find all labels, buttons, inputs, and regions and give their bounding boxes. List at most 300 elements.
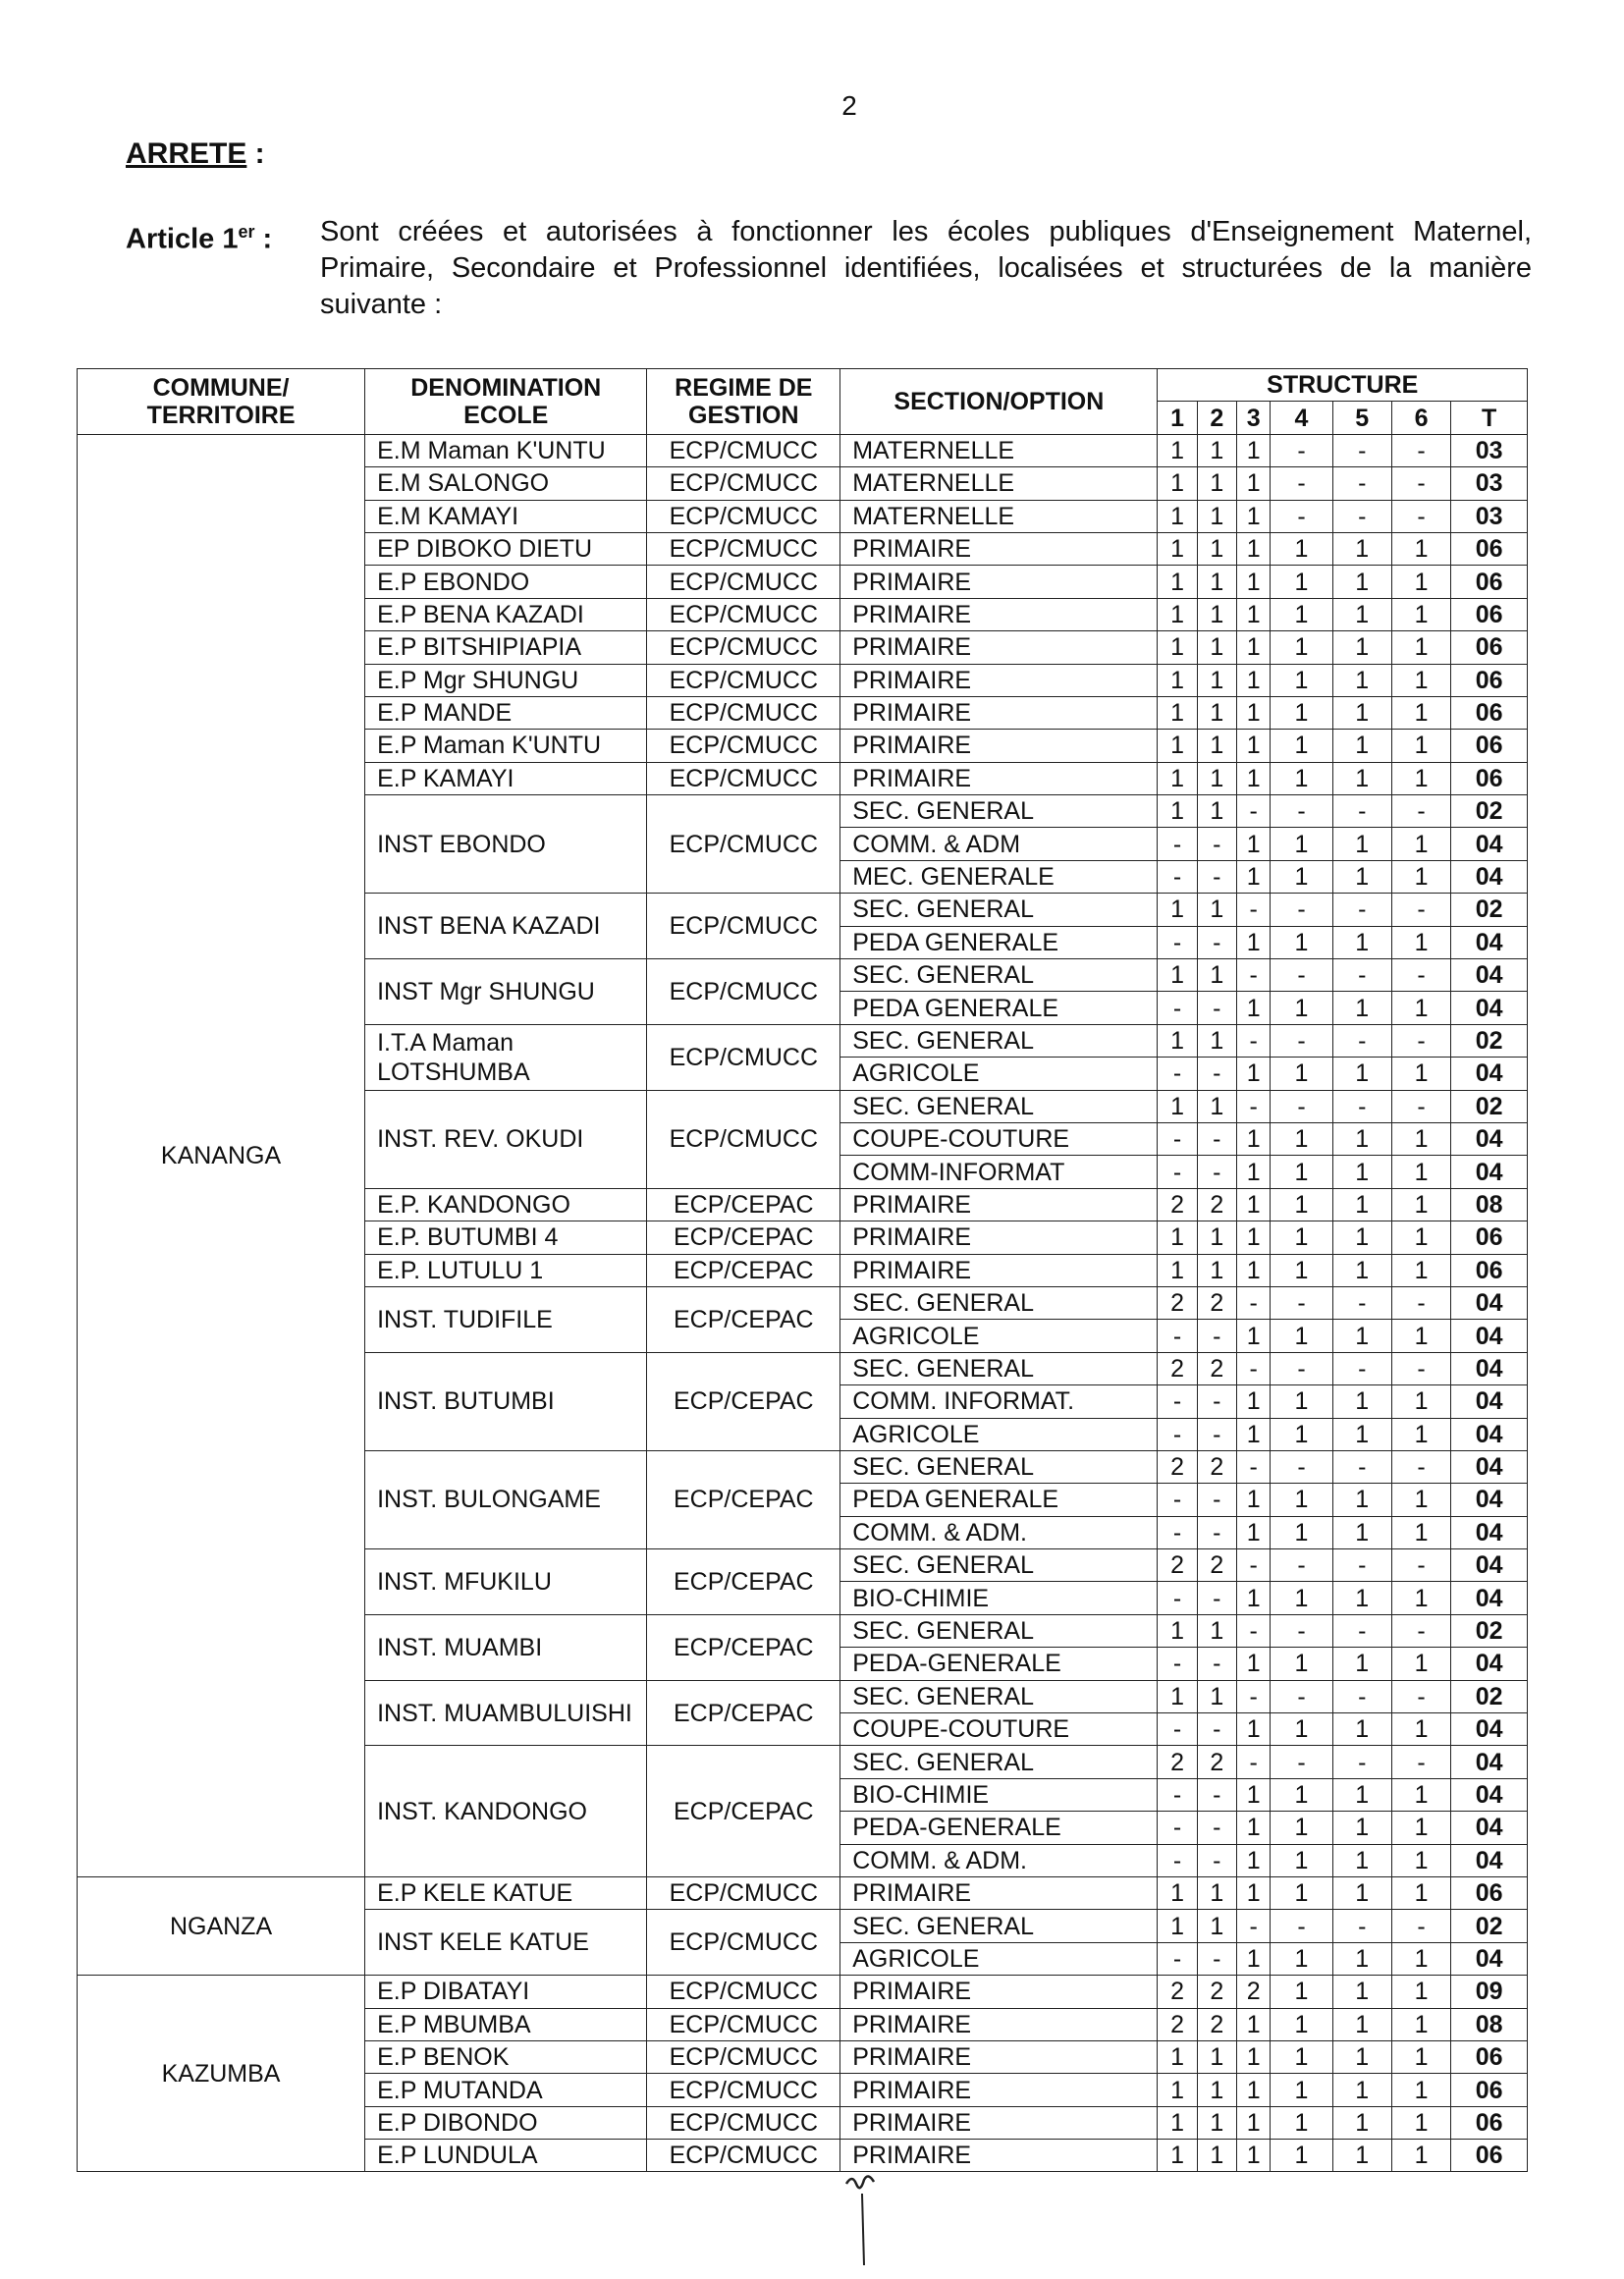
structure-cell-5: 1 <box>1332 926 1391 958</box>
structure-cell-3: 1 <box>1236 1484 1270 1516</box>
article-1 <box>126 214 1532 323</box>
structure-cell-6: - <box>1391 1680 1450 1712</box>
structure-cell-1: 1 <box>1158 696 1197 729</box>
structure-cell-4: 1 <box>1271 762 1332 794</box>
structure-cell-4: 1 <box>1271 860 1332 893</box>
structure-cell-6: - <box>1391 1090 1450 1122</box>
header-regime: REGIME DE GESTION <box>647 369 840 435</box>
structure-cell-6: - <box>1391 1549 1450 1582</box>
article-text: Sont créées et autorisées à fonctionner les écoles publiques d'Enseignement Maternel, Primaire, Secondaire et Professionnel identifiées, localisées et structurées de la manière suivante : <box>320 216 1532 320</box>
header-structure-3: 3 <box>1236 402 1270 434</box>
structure-cell-2: - <box>1197 1844 1236 1876</box>
section-cell: COUPE-COUTURE <box>840 1122 1158 1155</box>
structure-cell-3: 1 <box>1236 500 1270 532</box>
section-cell: SEC. GENERAL <box>840 1450 1158 1483</box>
section-cell: BIO-CHIMIE <box>840 1778 1158 1811</box>
structure-cell-1: 1 <box>1158 434 1197 466</box>
section-cell: PRIMAIRE <box>840 1188 1158 1221</box>
structure-cell-4: 1 <box>1271 1156 1332 1188</box>
structure-cell-6: - <box>1391 1352 1450 1384</box>
commune-cell: KANANGA <box>78 434 365 1876</box>
structure-cell-4: 1 <box>1271 2140 1332 2172</box>
structure-cell-3: 1 <box>1236 1582 1270 1614</box>
structure-total-cell: 06 <box>1451 2106 1528 2139</box>
structure-cell-2: 1 <box>1197 795 1236 828</box>
structure-total-cell: 06 <box>1451 532 1528 565</box>
structure-cell-1: 1 <box>1158 730 1197 762</box>
section-cell: COMM-INFORMAT <box>840 1156 1158 1188</box>
regime-cell: ECP/CMUCC <box>647 1910 840 1976</box>
section-cell: SEC. GENERAL <box>840 894 1158 926</box>
school-name-cell: E.P BENOK <box>365 2040 647 2073</box>
section-cell: AGRICOLE <box>840 1942 1158 1975</box>
structure-cell-3: 1 <box>1236 1122 1270 1155</box>
section-cell: SEC. GENERAL <box>840 1680 1158 1712</box>
structure-cell-1: 1 <box>1158 894 1197 926</box>
school-name-cell: E.P MUTANDA <box>365 2074 647 2106</box>
structure-total-cell: 06 <box>1451 730 1528 762</box>
header-structure-4: 4 <box>1271 402 1332 434</box>
school-name-cell: E.M SALONGO <box>365 467 647 500</box>
structure-cell-3: 1 <box>1236 1156 1270 1188</box>
structure-cell-1: 1 <box>1158 959 1197 992</box>
school-name-cell: E.P. KANDONGO <box>365 1188 647 1221</box>
article-label-suffix: : <box>254 223 273 255</box>
structure-cell-1: - <box>1158 1418 1197 1450</box>
regime-cell: ECP/CEPAC <box>647 1254 840 1286</box>
structure-total-cell: 06 <box>1451 1221 1528 1254</box>
structure-cell-5: 1 <box>1332 1320 1391 1352</box>
section-cell: PRIMAIRE <box>840 2140 1158 2172</box>
structure-cell-6: 1 <box>1391 1778 1450 1811</box>
structure-cell-1: 1 <box>1158 1221 1197 1254</box>
structure-cell-3: 1 <box>1236 1254 1270 1286</box>
structure-cell-5: 1 <box>1332 1156 1391 1188</box>
structure-cell-6: - <box>1391 894 1450 926</box>
structure-cell-4: - <box>1271 434 1332 466</box>
structure-total-cell: 06 <box>1451 566 1528 598</box>
structure-cell-2: 1 <box>1197 1254 1236 1286</box>
structure-cell-1: - <box>1158 926 1197 958</box>
regime-cell: ECP/CMUCC <box>647 959 840 1025</box>
structure-cell-1: 1 <box>1158 1910 1197 1942</box>
structure-cell-4: 1 <box>1271 1942 1332 1975</box>
structure-cell-4: - <box>1271 467 1332 500</box>
structure-cell-6: 1 <box>1391 1385 1450 1418</box>
structure-total-cell: 04 <box>1451 1320 1528 1352</box>
structure-total-cell: 04 <box>1451 1746 1528 1778</box>
table-row <box>78 434 1528 466</box>
structure-cell-5: 1 <box>1332 828 1391 860</box>
structure-cell-6: - <box>1391 1024 1450 1057</box>
structure-cell-4: - <box>1271 1549 1332 1582</box>
school-name-cell: E.P MANDE <box>365 696 647 729</box>
structure-cell-6: 1 <box>1391 664 1450 696</box>
structure-total-cell: 06 <box>1451 696 1528 729</box>
structure-total-cell: 04 <box>1451 1484 1528 1516</box>
structure-cell-6: 1 <box>1391 631 1450 664</box>
structure-cell-2: 2 <box>1197 1286 1236 1319</box>
structure-cell-2: - <box>1197 1484 1236 1516</box>
structure-cell-5: 1 <box>1332 2140 1391 2172</box>
school-name-cell: E.P KAMAYI <box>365 762 647 794</box>
structure-total-cell: 09 <box>1451 1976 1528 2008</box>
structure-total-cell: 06 <box>1451 598 1528 630</box>
regime-cell: ECP/CEPAC <box>647 1746 840 1877</box>
structure-total-cell: 04 <box>1451 1844 1528 1876</box>
structure-cell-2: 1 <box>1197 434 1236 466</box>
structure-cell-3: - <box>1236 1024 1270 1057</box>
structure-cell-5: 1 <box>1332 1484 1391 1516</box>
structure-total-cell: 04 <box>1451 1058 1528 1090</box>
structure-cell-5: - <box>1332 467 1391 500</box>
structure-cell-6: 1 <box>1391 1812 1450 1844</box>
structure-cell-1: 2 <box>1158 1188 1197 1221</box>
structure-total-cell: 04 <box>1451 1122 1528 1155</box>
structure-cell-4: 1 <box>1271 1385 1332 1418</box>
structure-cell-6: 1 <box>1391 532 1450 565</box>
structure-total-cell: 04 <box>1451 926 1528 958</box>
structure-cell-5: 1 <box>1332 532 1391 565</box>
structure-cell-2: 1 <box>1197 2074 1236 2106</box>
structure-cell-3: - <box>1236 795 1270 828</box>
regime-cell: ECP/CMUCC <box>647 730 840 762</box>
structure-cell-6: - <box>1391 434 1450 466</box>
structure-cell-1: 1 <box>1158 1254 1197 1286</box>
structure-total-cell: 04 <box>1451 1516 1528 1548</box>
structure-cell-3: 1 <box>1236 1778 1270 1811</box>
structure-cell-1: - <box>1158 1812 1197 1844</box>
structure-cell-3: 1 <box>1236 926 1270 958</box>
structure-cell-2: 1 <box>1197 532 1236 565</box>
structure-cell-4: 1 <box>1271 631 1332 664</box>
structure-cell-2: - <box>1197 1385 1236 1418</box>
structure-cell-3: 1 <box>1236 1385 1270 1418</box>
structure-total-cell: 02 <box>1451 1024 1528 1057</box>
structure-total-cell: 04 <box>1451 860 1528 893</box>
structure-cell-1: - <box>1158 1648 1197 1680</box>
structure-cell-6: 1 <box>1391 2106 1450 2139</box>
structure-cell-6: - <box>1391 1286 1450 1319</box>
structure-cell-5: 1 <box>1332 730 1391 762</box>
structure-cell-1: - <box>1158 1385 1197 1418</box>
school-name-cell: INST. REV. OKUDI <box>365 1090 647 1188</box>
section-cell: COMM. & ADM <box>840 828 1158 860</box>
structure-cell-5: 1 <box>1332 2074 1391 2106</box>
table-row <box>78 1876 1528 1909</box>
structure-total-cell: 02 <box>1451 894 1528 926</box>
section-cell: PRIMAIRE <box>840 664 1158 696</box>
structure-cell-4: 1 <box>1271 1976 1332 2008</box>
section-cell: SEC. GENERAL <box>840 1024 1158 1057</box>
structure-cell-3: - <box>1236 1910 1270 1942</box>
structure-cell-3: 1 <box>1236 1812 1270 1844</box>
structure-cell-2: - <box>1197 860 1236 893</box>
structure-cell-5: 1 <box>1332 631 1391 664</box>
structure-cell-5: 1 <box>1332 1418 1391 1450</box>
structure-cell-4: 1 <box>1271 926 1332 958</box>
structure-cell-2: - <box>1197 1058 1236 1090</box>
section-cell: MATERNELLE <box>840 434 1158 466</box>
structure-total-cell: 04 <box>1451 1549 1528 1582</box>
structure-cell-4: - <box>1271 959 1332 992</box>
structure-cell-4: 1 <box>1271 696 1332 729</box>
structure-cell-6: 1 <box>1391 1942 1450 1975</box>
structure-cell-2: - <box>1197 828 1236 860</box>
structure-cell-6: 1 <box>1391 1976 1450 2008</box>
structure-cell-1: 2 <box>1158 1549 1197 1582</box>
structure-cell-3: 1 <box>1236 1844 1270 1876</box>
structure-total-cell: 06 <box>1451 762 1528 794</box>
structure-total-cell: 04 <box>1451 1286 1528 1319</box>
structure-total-cell: 06 <box>1451 2140 1528 2172</box>
structure-cell-6: 1 <box>1391 1254 1450 1286</box>
structure-cell-5: - <box>1332 1024 1391 1057</box>
structure-cell-5: 1 <box>1332 598 1391 630</box>
structure-cell-3: 1 <box>1236 1418 1270 1450</box>
structure-cell-4: 1 <box>1271 1713 1332 1746</box>
school-name-cell: INST. BULONGAME <box>365 1450 647 1548</box>
structure-cell-6: - <box>1391 467 1450 500</box>
structure-cell-3: - <box>1236 1549 1270 1582</box>
structure-cell-6: 1 <box>1391 1516 1450 1548</box>
structure-cell-5: 1 <box>1332 860 1391 893</box>
header-structure-5: 5 <box>1332 402 1391 434</box>
structure-cell-1: 2 <box>1158 2008 1197 2040</box>
structure-cell-1: - <box>1158 992 1197 1024</box>
structure-cell-1: - <box>1158 1778 1197 1811</box>
structure-total-cell: 04 <box>1451 1648 1528 1680</box>
structure-cell-4: 1 <box>1271 1812 1332 1844</box>
section-cell: COMM. & ADM. <box>840 1844 1158 1876</box>
structure-cell-6: 1 <box>1391 2074 1450 2106</box>
structure-cell-5: 1 <box>1332 1942 1391 1975</box>
structure-cell-6: 1 <box>1391 696 1450 729</box>
structure-cell-5: - <box>1332 795 1391 828</box>
structure-cell-5: - <box>1332 1549 1391 1582</box>
structure-cell-3: 1 <box>1236 696 1270 729</box>
header-structure-total: T <box>1451 402 1528 434</box>
structure-cell-4: 1 <box>1271 1418 1332 1450</box>
structure-cell-5: 1 <box>1332 2106 1391 2139</box>
structure-cell-6: 1 <box>1391 992 1450 1024</box>
structure-cell-2: 1 <box>1197 1680 1236 1712</box>
regime-cell: ECP/CMUCC <box>647 696 840 729</box>
structure-cell-5: 1 <box>1332 1582 1391 1614</box>
structure-cell-2: 1 <box>1197 959 1236 992</box>
section-cell: MATERNELLE <box>840 467 1158 500</box>
structure-cell-2: - <box>1197 1582 1236 1614</box>
structure-cell-1: - <box>1158 1942 1197 1975</box>
structure-total-cell: 06 <box>1451 2040 1528 2073</box>
structure-cell-1: - <box>1158 1713 1197 1746</box>
structure-cell-3: 1 <box>1236 730 1270 762</box>
structure-cell-6: - <box>1391 1614 1450 1647</box>
regime-cell: ECP/CEPAC <box>647 1352 840 1450</box>
structure-cell-5: 1 <box>1332 664 1391 696</box>
section-cell: AGRICOLE <box>840 1418 1158 1450</box>
structure-cell-1: 1 <box>1158 631 1197 664</box>
structure-cell-2: 2 <box>1197 1746 1236 1778</box>
structure-cell-3: 1 <box>1236 631 1270 664</box>
school-name-cell: E.P DIBATAYI <box>365 1976 647 2008</box>
school-name-cell: E.M Maman K'UNTU <box>365 434 647 466</box>
structure-cell-3: 1 <box>1236 664 1270 696</box>
section-cell: BIO-CHIMIE <box>840 1582 1158 1614</box>
structure-cell-3: 1 <box>1236 1058 1270 1090</box>
header-section: SECTION/OPTION <box>840 369 1158 435</box>
structure-cell-4: - <box>1271 1352 1332 1384</box>
structure-cell-1: 1 <box>1158 2040 1197 2073</box>
structure-cell-3: 1 <box>1236 1188 1270 1221</box>
structure-cell-3: - <box>1236 1090 1270 1122</box>
structure-cell-1: 1 <box>1158 762 1197 794</box>
section-cell: PEDA GENERALE <box>840 992 1158 1024</box>
structure-cell-1: 1 <box>1158 1024 1197 1057</box>
structure-cell-3: 1 <box>1236 828 1270 860</box>
structure-cell-6: 1 <box>1391 926 1450 958</box>
table-header <box>78 369 1528 435</box>
structure-total-cell: 04 <box>1451 1812 1528 1844</box>
commune-cell: NGANZA <box>78 1876 365 1975</box>
structure-cell-1: 1 <box>1158 795 1197 828</box>
structure-total-cell: 04 <box>1451 1450 1528 1483</box>
structure-cell-1: 1 <box>1158 1090 1197 1122</box>
structure-cell-3: 1 <box>1236 1942 1270 1975</box>
school-name-cell: EP DIBOKO DIETU <box>365 532 647 565</box>
structure-cell-4: - <box>1271 1090 1332 1122</box>
school-name-cell: E.M KAMAYI <box>365 500 647 532</box>
structure-cell-2: 1 <box>1197 730 1236 762</box>
structure-cell-4: - <box>1271 1746 1332 1778</box>
article-label <box>126 214 272 258</box>
structure-cell-5: 1 <box>1332 1976 1391 2008</box>
structure-total-cell: 04 <box>1451 1156 1528 1188</box>
structure-cell-6: 1 <box>1391 1122 1450 1155</box>
structure-cell-3: 1 <box>1236 762 1270 794</box>
section-cell: COMM. & ADM. <box>840 1516 1158 1548</box>
structure-cell-2: - <box>1197 1942 1236 1975</box>
school-name-cell: I.T.A Maman LOTSHUMBA <box>365 1024 647 1090</box>
regime-cell: ECP/CEPAC <box>647 1614 840 1680</box>
section-cell: SEC. GENERAL <box>840 1286 1158 1319</box>
section-cell: PRIMAIRE <box>840 2040 1158 2073</box>
structure-cell-1: 1 <box>1158 566 1197 598</box>
structure-total-cell: 03 <box>1451 500 1528 532</box>
structure-cell-3: 1 <box>1236 2140 1270 2172</box>
structure-cell-1: 1 <box>1158 664 1197 696</box>
structure-cell-5: 1 <box>1332 1122 1391 1155</box>
structure-cell-1: 1 <box>1158 2140 1197 2172</box>
structure-cell-6: 1 <box>1391 2040 1450 2073</box>
section-cell: PRIMAIRE <box>840 1876 1158 1909</box>
page-number: 2 <box>841 90 857 121</box>
structure-cell-4: - <box>1271 1450 1332 1483</box>
section-cell: PRIMAIRE <box>840 696 1158 729</box>
structure-cell-6: - <box>1391 500 1450 532</box>
structure-cell-6: 1 <box>1391 1058 1450 1090</box>
structure-cell-2: - <box>1197 926 1236 958</box>
structure-total-cell: 04 <box>1451 992 1528 1024</box>
section-cell: SEC. GENERAL <box>840 1352 1158 1384</box>
structure-cell-2: - <box>1197 1778 1236 1811</box>
structure-cell-3: 1 <box>1236 1876 1270 1909</box>
structure-cell-2: 1 <box>1197 1221 1236 1254</box>
article-label-sup: er <box>238 222 255 242</box>
school-name-cell: INST. MUAMBULUISHI <box>365 1680 647 1746</box>
structure-cell-2: 1 <box>1197 598 1236 630</box>
structure-cell-2: 1 <box>1197 1876 1236 1909</box>
article-label-text: Article 1 <box>126 223 239 255</box>
structure-cell-6: 1 <box>1391 1484 1450 1516</box>
structure-total-cell: 04 <box>1451 1713 1528 1746</box>
structure-cell-5: - <box>1332 1910 1391 1942</box>
section-cell: AGRICOLE <box>840 1320 1158 1352</box>
section-cell: SEC. GENERAL <box>840 1910 1158 1942</box>
signature-mark <box>842 2172 882 2270</box>
structure-cell-5: 1 <box>1332 1778 1391 1811</box>
structure-cell-6: 1 <box>1391 566 1450 598</box>
structure-cell-6: 1 <box>1391 828 1450 860</box>
structure-cell-3: 1 <box>1236 2040 1270 2073</box>
table-row <box>78 1976 1528 2008</box>
section-cell: PEDA-GENERALE <box>840 1812 1158 1844</box>
structure-total-cell: 06 <box>1451 664 1528 696</box>
structure-cell-2: 1 <box>1197 696 1236 729</box>
structure-cell-2: 1 <box>1197 664 1236 696</box>
section-cell: PRIMAIRE <box>840 762 1158 794</box>
structure-cell-5: 1 <box>1332 1648 1391 1680</box>
school-name-cell: INST. TUDIFILE <box>365 1286 647 1352</box>
structure-cell-2: - <box>1197 992 1236 1024</box>
regime-cell: ECP/CEPAC <box>647 1450 840 1548</box>
structure-cell-6: 1 <box>1391 762 1450 794</box>
structure-cell-2: 1 <box>1197 467 1236 500</box>
section-cell: AGRICOLE <box>840 1058 1158 1090</box>
structure-cell-1: - <box>1158 1156 1197 1188</box>
structure-cell-3: 1 <box>1236 566 1270 598</box>
structure-cell-5: 1 <box>1332 2008 1391 2040</box>
structure-cell-2: - <box>1197 1320 1236 1352</box>
structure-cell-4: 1 <box>1271 566 1332 598</box>
structure-total-cell: 04 <box>1451 1385 1528 1418</box>
structure-cell-5: - <box>1332 1450 1391 1483</box>
structure-cell-4: 1 <box>1271 1648 1332 1680</box>
school-name-cell: E.P Mgr SHUNGU <box>365 664 647 696</box>
structure-cell-4: - <box>1271 500 1332 532</box>
structure-total-cell: 06 <box>1451 1876 1528 1909</box>
regime-cell: ECP/CMUCC <box>647 2106 840 2139</box>
regime-cell: ECP/CMUCC <box>647 631 840 664</box>
structure-cell-6: - <box>1391 1450 1450 1483</box>
section-cell: COMM. INFORMAT. <box>840 1385 1158 1418</box>
structure-total-cell: 02 <box>1451 1910 1528 1942</box>
section-cell: PRIMAIRE <box>840 566 1158 598</box>
regime-cell: ECP/CMUCC <box>647 598 840 630</box>
school-name-cell: E.P BITSHIPIAPIA <box>365 631 647 664</box>
regime-cell: ECP/CEPAC <box>647 1221 840 1254</box>
structure-cell-2: 1 <box>1197 566 1236 598</box>
structure-cell-2: 1 <box>1197 2106 1236 2139</box>
structure-cell-5: 1 <box>1332 762 1391 794</box>
section-cell: SEC. GENERAL <box>840 959 1158 992</box>
structure-total-cell: 04 <box>1451 1778 1528 1811</box>
regime-cell: ECP/CMUCC <box>647 1976 840 2008</box>
school-name-cell: E.P EBONDO <box>365 566 647 598</box>
structure-cell-6: - <box>1391 959 1450 992</box>
regime-cell: ECP/CMUCC <box>647 1876 840 1909</box>
structure-cell-5: 1 <box>1332 992 1391 1024</box>
